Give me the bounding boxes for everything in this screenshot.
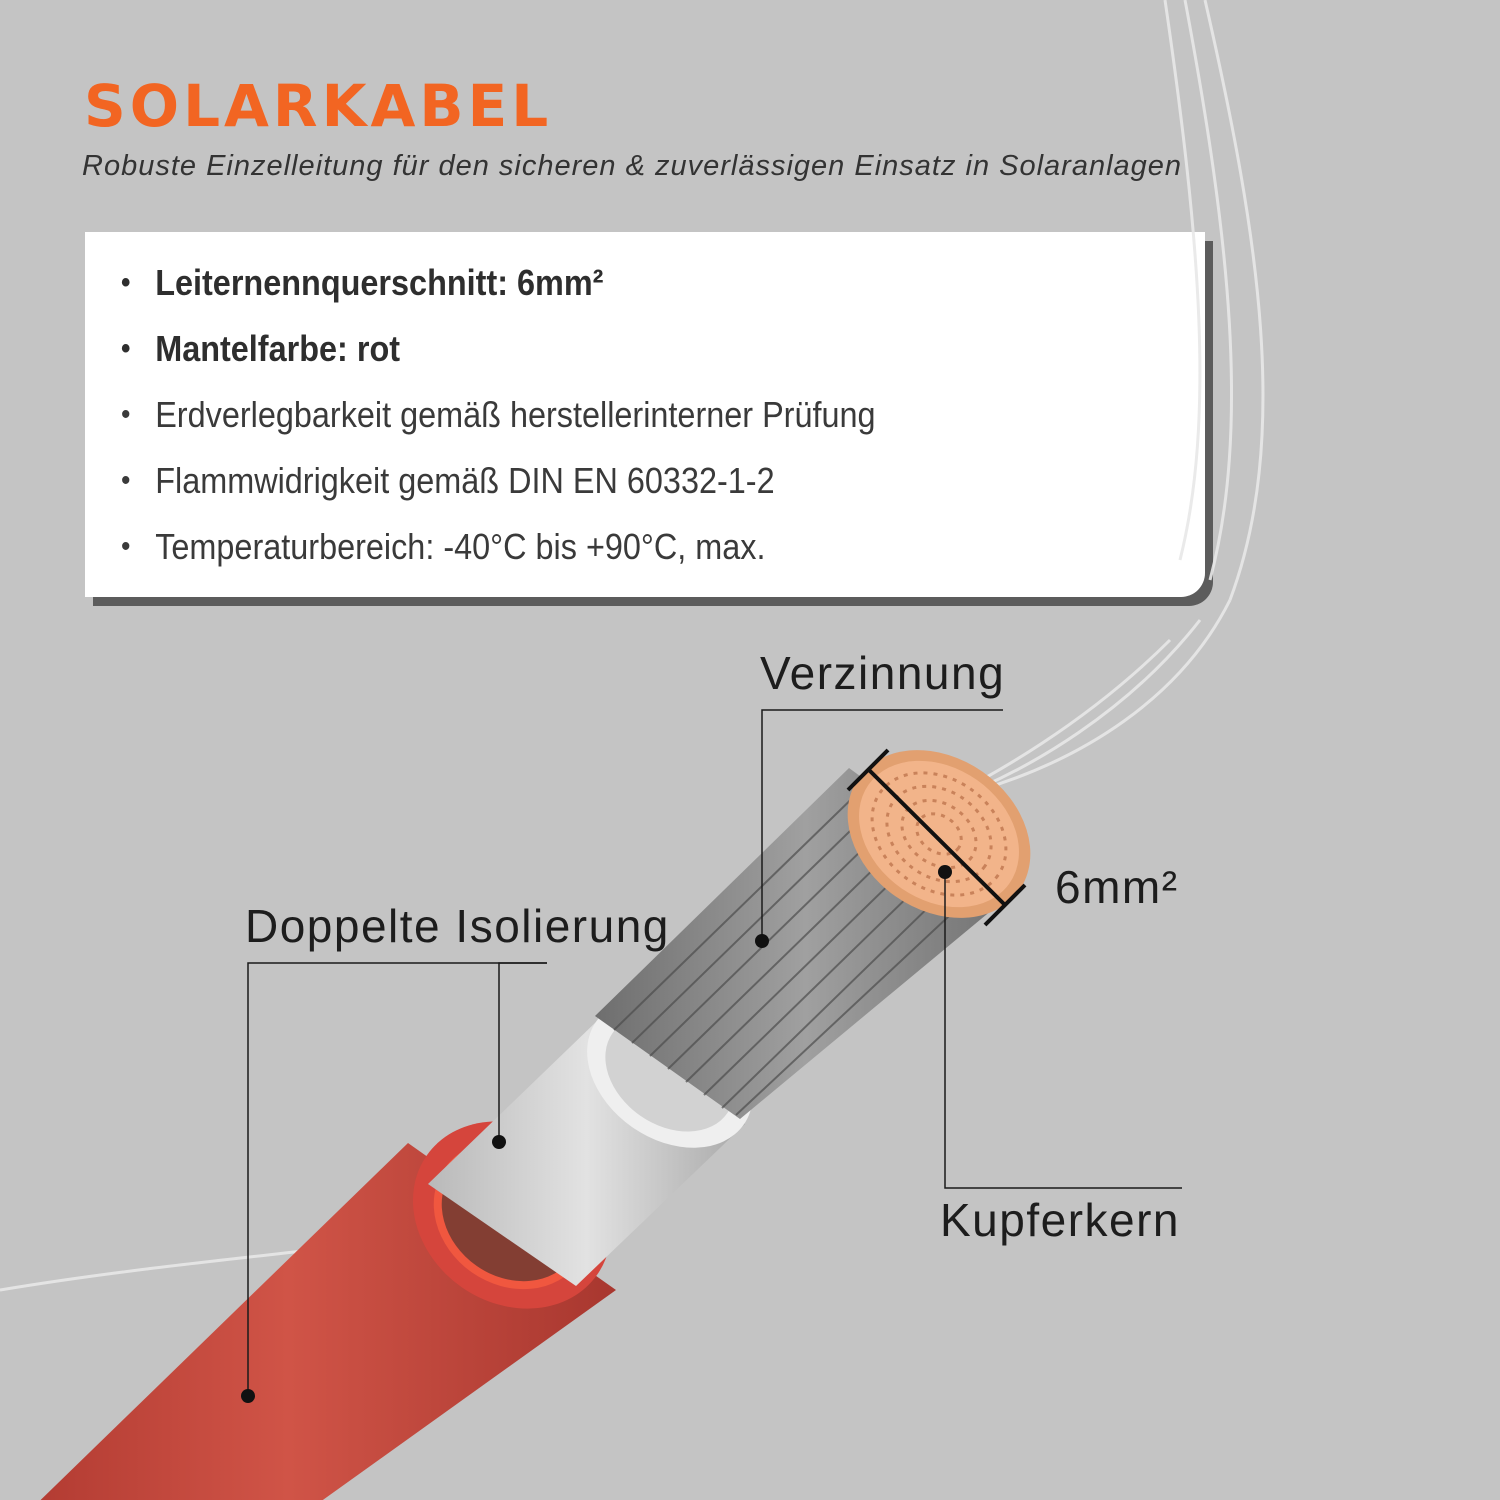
spec-text: Mantelfarbe: rot [155,328,401,369]
label-core: Kupferkern [940,1194,1181,1246]
bullet-icon: • [121,332,131,365]
bullet-icon: • [121,266,131,299]
page-title: SOLARKABEL [84,72,553,140]
label-tinning: Verzinnung [760,647,1006,699]
label-cross-section: 6mm² [1055,861,1179,913]
spec-text: Erdverlegbarkeit gemäß herstellerinterner Prüfung [155,394,876,435]
bullet-icon: • [121,398,131,431]
spec-text: Flammwidrigkeit gemäß DIN EN 60332-1-2 [155,460,775,501]
page-subtitle: Robuste Einzelleitung für den sicheren & zuverlässigen Einsatz in Solaranlagen [82,150,1183,182]
spec-text: Temperaturbereich: -40°C bis +90°C, max. [155,526,766,567]
bullet-icon: • [121,464,131,497]
bullet-icon: • [121,530,131,563]
spec-text: Leiternennquerschnitt: 6mm² [155,262,604,303]
label-insulation: Doppelte Isolierung [245,900,670,952]
